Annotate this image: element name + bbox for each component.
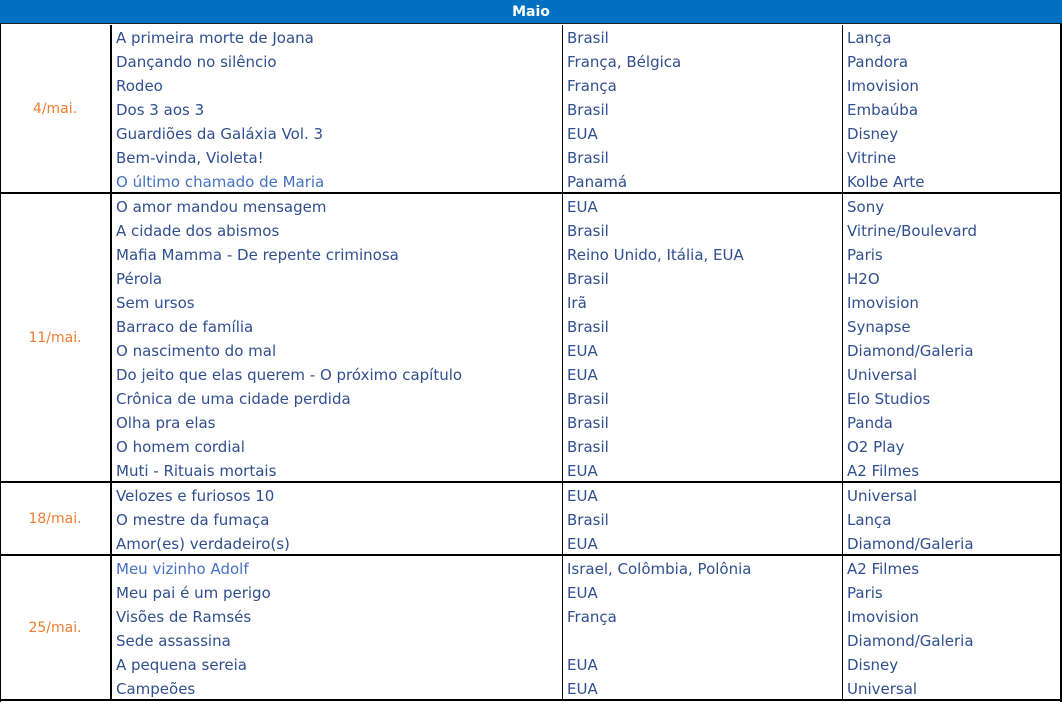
distributor-cell[interactable]: Diamond/Galeria bbox=[842, 338, 1062, 362]
movie-title-cell[interactable]: A pequena sereia bbox=[116, 656, 247, 674]
distributor-cell[interactable]: A2 Filmes bbox=[842, 556, 1062, 580]
movie-title-cell[interactable]: Amor(es) verdadeiro(s) bbox=[116, 535, 290, 553]
distributor-cell[interactable]: Imovision bbox=[842, 73, 1062, 97]
table-row bbox=[112, 556, 1062, 580]
table-row bbox=[112, 338, 1062, 362]
distributor-cell[interactable]: Diamond/Galeria bbox=[842, 531, 1062, 555]
distributor-cell[interactable]: Paris bbox=[842, 242, 1062, 266]
distributor-cell[interactable]: Imovision bbox=[842, 604, 1062, 628]
month-header bbox=[0, 0, 1062, 24]
movie-title-cell[interactable]: Bem-vinda, Violeta! bbox=[116, 149, 264, 167]
distributor-cell[interactable]: Disney bbox=[842, 121, 1062, 145]
release-date-cell[interactable]: 4/mai. bbox=[0, 25, 112, 192]
movie-title-cell[interactable]: Olha pra elas bbox=[116, 414, 216, 432]
distributor-cell[interactable]: Lança bbox=[842, 25, 1062, 49]
distributor-cell[interactable]: Vitrine/Boulevard bbox=[842, 218, 1062, 242]
table-row bbox=[112, 242, 1062, 266]
table-row bbox=[112, 410, 1062, 434]
movie-title-cell[interactable]: Campeões bbox=[116, 680, 196, 698]
country-cell[interactable]: Brasil bbox=[562, 386, 842, 410]
table-row bbox=[112, 194, 1062, 218]
table-row bbox=[112, 362, 1062, 386]
table-row bbox=[112, 531, 1062, 555]
movie-title-cell[interactable]: O último chamado de Maria bbox=[116, 173, 325, 191]
country-cell[interactable]: EUA bbox=[562, 458, 842, 482]
distributor-cell[interactable]: Universal bbox=[842, 362, 1062, 386]
country-cell[interactable]: Reino Unido, Itália, EUA bbox=[562, 242, 842, 266]
distributor-cell[interactable]: Vitrine bbox=[842, 145, 1062, 169]
table-row bbox=[112, 628, 1062, 652]
release-date-cell[interactable]: 25/mai. bbox=[0, 556, 112, 699]
movie-title-cell[interactable]: Meu vizinho Adolf bbox=[116, 560, 249, 578]
table-row bbox=[112, 97, 1062, 121]
country-cell[interactable]: Brasil bbox=[562, 507, 842, 531]
table-row bbox=[112, 121, 1062, 145]
country-cell[interactable]: EUA bbox=[562, 121, 842, 145]
distributor-cell[interactable]: Lança bbox=[842, 507, 1062, 531]
distributor-cell[interactable]: Elo Studios bbox=[842, 386, 1062, 410]
movie-title-cell[interactable]: A primeira morte de Joana bbox=[116, 29, 314, 47]
distributor-cell[interactable]: Universal bbox=[842, 676, 1062, 700]
movie-title-cell[interactable]: O homem cordial bbox=[116, 438, 245, 456]
country-cell[interactable]: Brasil bbox=[562, 410, 842, 434]
distributor-cell[interactable]: Kolbe Arte bbox=[842, 169, 1062, 193]
movie-title-cell[interactable]: O amor mandou mensagem bbox=[116, 198, 327, 216]
distributor-cell[interactable]: Embaúba bbox=[842, 97, 1062, 121]
country-cell[interactable]: EUA bbox=[562, 531, 842, 555]
country-cell[interactable]: Israel, Colômbia, Polônia bbox=[562, 556, 842, 580]
month-title: Maio bbox=[512, 3, 550, 20]
movie-title-cell[interactable]: Rodeo bbox=[116, 77, 163, 95]
table-row bbox=[112, 314, 1062, 338]
table-row bbox=[112, 49, 1062, 73]
country-cell[interactable]: EUA bbox=[562, 580, 842, 604]
distributor-cell[interactable]: Disney bbox=[842, 652, 1062, 676]
movie-title-cell[interactable]: Do jeito que elas querem - O próximo capítulo bbox=[116, 366, 463, 384]
table-row bbox=[112, 266, 1062, 290]
distributor-cell[interactable]: Diamond/Galeria bbox=[842, 628, 1062, 652]
country-cell[interactable]: Brasil bbox=[562, 97, 842, 121]
country-cell[interactable]: França bbox=[562, 604, 842, 628]
country-cell[interactable]: Brasil bbox=[562, 145, 842, 169]
distributor-cell[interactable]: Panda bbox=[842, 410, 1062, 434]
movie-title-cell[interactable]: O mestre da fumaça bbox=[116, 511, 270, 529]
distributor-cell[interactable]: Universal bbox=[842, 483, 1062, 507]
country-cell[interactable]: Brasil bbox=[562, 218, 842, 242]
movie-title-cell[interactable]: Dançando no silêncio bbox=[116, 53, 277, 71]
country-cell[interactable]: EUA bbox=[562, 194, 842, 218]
table-row bbox=[112, 386, 1062, 410]
movie-title-cell[interactable]: Dos 3 aos 3 bbox=[116, 101, 205, 119]
movie-title-cell[interactable]: Barraco de família bbox=[116, 318, 254, 336]
movie-title-cell[interactable]: Meu pai é um perigo bbox=[116, 584, 271, 602]
movie-title-cell[interactable]: Guardiões da Galáxia Vol. 3 bbox=[116, 125, 324, 143]
movie-title-cell[interactable]: Visões de Ramsés bbox=[116, 608, 252, 626]
movie-title-cell[interactable]: A cidade dos abismos bbox=[116, 222, 280, 240]
release-group bbox=[0, 194, 1062, 483]
country-cell[interactable]: Brasil bbox=[562, 25, 842, 49]
country-cell[interactable]: Brasil bbox=[562, 434, 842, 458]
table-row bbox=[112, 676, 1062, 700]
country-cell[interactable]: Panamá bbox=[562, 169, 842, 193]
release-group bbox=[0, 556, 1062, 701]
country-cell[interactable]: França bbox=[562, 73, 842, 97]
country-cell[interactable]: França, Bélgica bbox=[562, 49, 842, 73]
release-group bbox=[0, 25, 1062, 194]
country-cell[interactable]: EUA bbox=[562, 338, 842, 362]
release-date-cell[interactable]: 18/mai. bbox=[0, 483, 112, 554]
country-cell[interactable]: EUA bbox=[562, 652, 842, 676]
table-row bbox=[112, 145, 1062, 169]
table-row bbox=[112, 434, 1062, 458]
table-row bbox=[112, 169, 1062, 193]
table-row bbox=[112, 604, 1062, 628]
table-row bbox=[112, 290, 1062, 314]
country-cell[interactable]: EUA bbox=[562, 676, 842, 700]
distributor-cell[interactable]: A2 Filmes bbox=[842, 458, 1062, 482]
distributor-cell[interactable]: Paris bbox=[842, 580, 1062, 604]
country-cell[interactable]: EUA bbox=[562, 483, 842, 507]
movie-title-cell[interactable]: Pérola bbox=[116, 270, 163, 288]
distributor-cell[interactable]: H2O bbox=[842, 266, 1062, 290]
country-cell[interactable]: EUA bbox=[562, 362, 842, 386]
distributor-cell[interactable]: Pandora bbox=[842, 49, 1062, 73]
movie-title-cell[interactable]: Muti - Rituais mortais bbox=[116, 462, 277, 480]
movie-title-cell[interactable]: Sem ursos bbox=[116, 294, 195, 312]
country-cell[interactable] bbox=[562, 628, 842, 652]
table-row bbox=[112, 580, 1062, 604]
table-row bbox=[112, 218, 1062, 242]
table-row bbox=[112, 507, 1062, 531]
table-row bbox=[112, 458, 1062, 482]
movie-title-cell[interactable]: Velozes e furiosos 10 bbox=[116, 487, 275, 505]
movie-title-cell[interactable]: Mafia Mamma - De repente criminosa bbox=[116, 246, 399, 264]
country-cell[interactable]: Brasil bbox=[562, 314, 842, 338]
table-row bbox=[112, 25, 1062, 49]
table-row bbox=[112, 652, 1062, 676]
distributor-cell[interactable]: Synapse bbox=[842, 314, 1062, 338]
distributor-cell[interactable]: O2 Play bbox=[842, 434, 1062, 458]
distributor-cell[interactable]: Sony bbox=[842, 194, 1062, 218]
country-cell[interactable]: Brasil bbox=[562, 266, 842, 290]
release-group bbox=[0, 483, 1062, 556]
release-date-cell[interactable]: 11/mai. bbox=[0, 194, 112, 481]
country-cell[interactable]: Irã bbox=[562, 290, 842, 314]
movie-title-cell[interactable]: O nascimento do mal bbox=[116, 342, 277, 360]
distributor-cell[interactable]: Imovision bbox=[842, 290, 1062, 314]
movie-title-cell[interactable]: Crônica de uma cidade perdida bbox=[116, 390, 351, 408]
table-row bbox=[112, 483, 1062, 507]
table-row bbox=[112, 73, 1062, 97]
movie-title-cell[interactable]: Sede assassina bbox=[116, 632, 231, 650]
